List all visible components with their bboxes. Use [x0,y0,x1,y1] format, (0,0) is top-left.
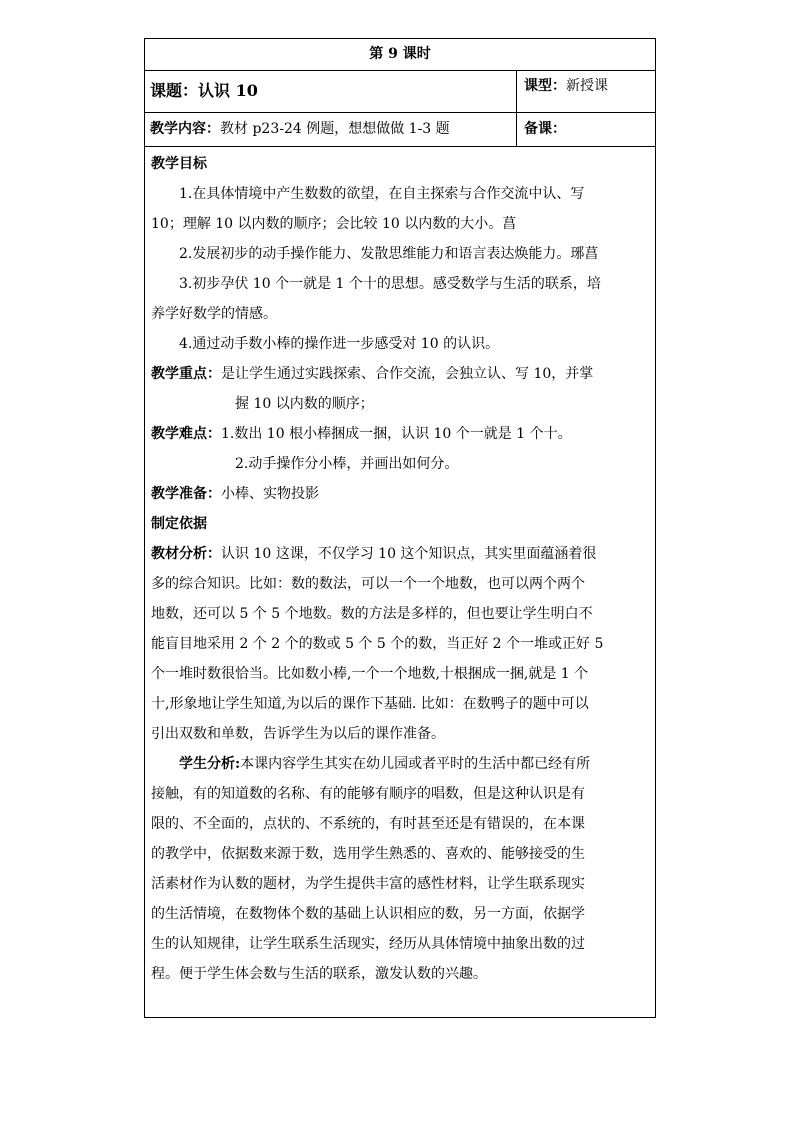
lesson-number-title: 第 9 课时 [145,39,655,71]
keypoint-label: 教学重点： [151,366,221,382]
topic-row [145,71,655,113]
material-line [151,539,649,569]
material-line: 个一堆时数很恰当。比如数小棒,一个一个地数,十根捆成一捆,就是 1 个 [151,666,589,682]
student-line: 活素材作为认数的题材，为学生提供丰富的感性材料，让学生联系现实 [151,876,585,892]
goal-line: 3.初步孕伏 10 个一就是 1 个十的思想。感受数学与生活的联系，培 [179,276,601,292]
content-row [145,113,655,147]
goal-line: 4.通过动手数小棒的操作进一步感受对 10 的认识。 [179,336,500,352]
keypoint-line [151,359,649,389]
content-label: 教学内容： [150,121,220,137]
lesson-plan-table [144,38,656,1018]
basis-heading: 制定依据 [151,516,207,532]
lesson-type-cell [517,71,655,112]
difficulty-label: 教学难点： [151,426,221,442]
keypoint-line: 握 10 以内数的顺序； [235,396,374,412]
topic-label: 课题： [150,81,199,100]
student-line: 的生活情境，在数物体个数的基础上认识相应的数，另一方面，依据学 [151,906,585,922]
student-line: 程。便于学生体会数与生活的联系，激发认数的兴趣。 [151,966,487,982]
goal-line: 2.发展初步的动手操作能力、发散思维能力和语言表达焕能力。琊菖 [179,246,599,262]
goals-heading: 教学目标 [151,156,207,172]
prep-text: 小棒、实物投影 [221,486,319,502]
difficulty-line: 2.动手操作分小棒，并画出如何分。 [235,456,459,472]
prep-line [151,479,649,509]
student-text: 本课内容学生其实在幼儿园或者平时的生活中都已经有所 [240,756,591,772]
material-line: 十,形象地让学生知道,为以后的课作下基础. 比如：在数鸭子的题中可以 [151,696,589,712]
student-label: 学生分析: [179,756,241,772]
material-text: 认识 10 这课，不仅学习 10 这个知识点，其实里面蕴涵着很 [221,546,597,562]
keypoint-text: 是让学生通过实践探索、合作交流，会独立认、写 10，并掌 [221,366,594,382]
lesson-type-label: 课型： [524,78,566,94]
difficulty-line [151,419,649,449]
material-line: 地数，还可以 5 个 5 个地数。数的方法是多样的，但也要让学生明白不 [151,606,593,622]
topic-cell [145,71,517,112]
goal-line: 1.在具体情境中产生数数的欲望，在自主探索与合作交流中认、写 [179,186,585,202]
difficulty-text: 1.数出 10 根小棒捆成一捆，认识 10 个一就是 1 个十。 [221,426,572,442]
student-line: 接触，有的知道数的名称、有的能够有顺序的唱数，但是这种认识是有 [151,786,585,802]
prep-note-label: 备课： [524,121,566,137]
goal-line: 养学好数学的情感。 [151,306,277,322]
material-line: 引出双数和单数，告诉学生为以后的课作准备。 [151,726,445,742]
material-line: 多的综合知识。比如：数的数法，可以一个一个地数，也可以两个两个 [151,576,585,592]
student-line: 限的、不全面的，点状的、不系统的，有时甚至还是有错误的，在本课 [151,816,585,832]
material-line: 能盲目地采用 2 个 2 个的数或 5 个 5 个的数，当正好 2 个一堆或正好 5 [151,636,604,652]
student-line: 生的认知规律，让学生联系生活现实，经历从具体情境中抽象出数的过 [151,936,585,952]
goal-line: 10；理解 10 以内数的顺序；会比较 10 以内数的大小。菖 [151,216,517,232]
student-line [151,749,649,779]
content-value: 教材 p23-24 例题，想想做做 1-3 题 [220,121,450,137]
topic-value: 认识 10 [198,81,258,100]
lesson-body [145,147,655,1017]
lesson-type-value: 新授课 [566,78,608,94]
prep-label: 教学准备： [151,486,221,502]
prep-note-cell [517,113,655,146]
material-label: 教材分析： [151,546,221,562]
student-line: 的教学中，依据数来源于数，选用学生熟悉的、喜欢的、能够接受的生 [151,846,585,862]
content-cell [145,113,517,146]
